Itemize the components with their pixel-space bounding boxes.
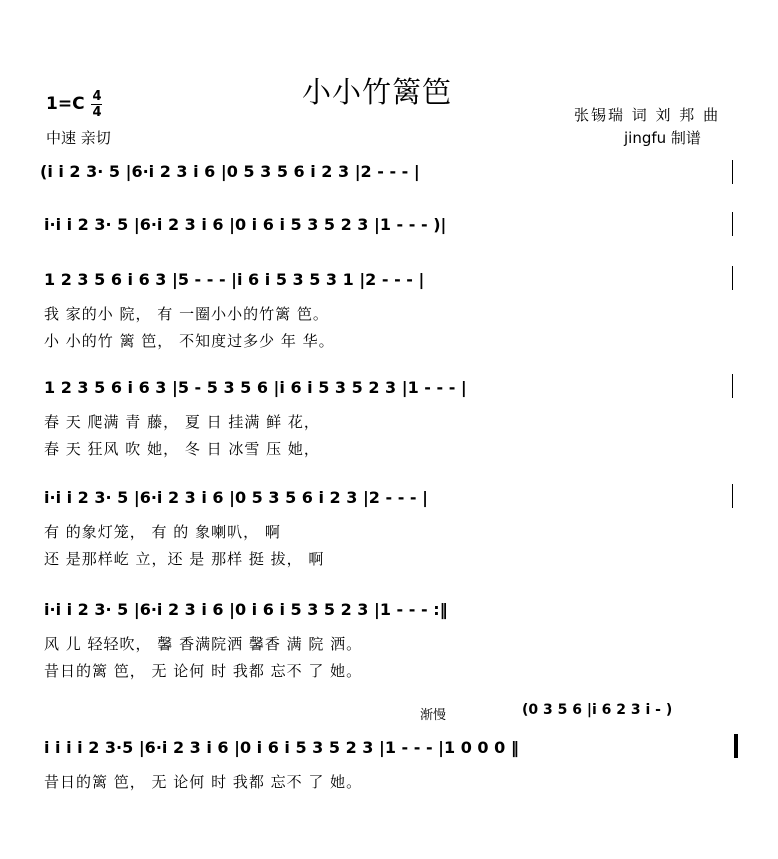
notation-row-3: 1 2 3 5 6 i 6 3 |5 - - - |i 6 i 5 3 5 3 1 |2 - - - |	[44, 270, 425, 289]
lyric-row-5-verse-1: 有 的象灯笼， 有 的 象喇叭， 啊	[44, 523, 281, 541]
notation-row-4: 1 2 3 5 6 i 6 3 |5 - 5 3 5 6 |i 6 i 5 3 5 2 3 |1 - - - |	[44, 378, 467, 397]
arranger: jingfu 制谱	[624, 129, 701, 147]
lyric-row-6-verse-2: 昔日的篱 笆， 无 论何 时 我都 忘不 了 她。	[44, 662, 363, 680]
key-signature: 1=C	[46, 94, 85, 114]
lyric-row-5-verse-2: 还 是那样屹 立，还 是 那样 挺 拔， 啊	[44, 550, 325, 568]
notation-row-1: (i i 2 3· 5 |6·i 2 3 i 6 |0 5 3 5 6 i 2 3 |2 - - - |	[40, 162, 420, 181]
bar-line	[732, 484, 733, 508]
notation-row-6: i·i i 2 3· 5 |6·i 2 3 i 6 |0 i 6 i 5 3 5 2 3 |1 - - - :‖	[44, 600, 448, 619]
song-title: 小小竹篱笆	[302, 75, 453, 109]
time-signature-bottom: 4	[92, 105, 102, 120]
final-bar-line	[734, 734, 738, 758]
bar-line	[732, 266, 733, 290]
tempo-change: 渐慢	[420, 708, 447, 723]
bar-line	[732, 160, 733, 184]
tempo-marking: 中速 亲切	[46, 129, 111, 147]
lyric-row-3-verse-2: 小 小的竹 篱 笆， 不知度过多少 年 华。	[44, 332, 335, 350]
notation-row-5: i·i i 2 3· 5 |6·i 2 3 i 6 |0 5 3 5 6 i 2 3 |2 - - - |	[44, 488, 428, 507]
lyric-row-6-verse-1: 风 儿 轻轻吹， 馨 香满院洒 馨香 满 院 洒。	[44, 635, 363, 653]
intro-notation: (0 3 5 6 |i 6 2 3 i - )	[522, 702, 673, 718]
lyric-row-3-verse-1: 我 家的小 院， 有 一圈小小的竹篱 笆。	[44, 305, 329, 323]
bar-line	[732, 212, 733, 236]
time-signature-top: 4	[92, 89, 102, 104]
notation-row-7: i i i i 2 3·5 |6·i 2 3 i 6 |0 i 6 i 5 3 5 2 3 |1 - - - |1 0 0 0 ‖	[44, 738, 519, 757]
lyric-row-7: 昔日的篱 笆， 无 论何 时 我都 忘不 了 她。	[44, 773, 363, 791]
lyric-row-4-verse-1: 春 天 爬满 青 藤， 夏 日 挂满 鲜 花，	[44, 413, 320, 431]
lyric-row-4-verse-2: 春 天 狂风 吹 她， 冬 日 冰雪 压 她，	[44, 440, 320, 458]
credits: 张锡瑞 词 刘 邦 曲	[574, 106, 721, 124]
notation-row-2: i·i i 2 3· 5 |6·i 2 3 i 6 |0 i 6 i 5 3 5 2 3 |1 - - - )|	[44, 215, 447, 234]
bar-line	[732, 374, 733, 398]
